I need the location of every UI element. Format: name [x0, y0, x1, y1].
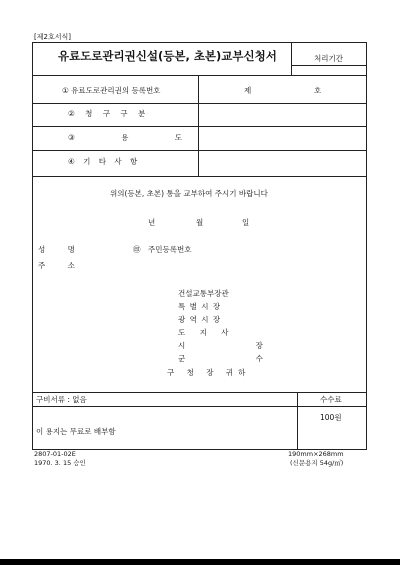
row-line-1 [32, 103, 367, 104]
row-purpose-label [68, 134, 204, 142]
applicant-name-text: 성 명 [38, 245, 85, 254]
row-request-type-text: ② 청 구 구 분 [68, 109, 150, 118]
bottom-edge-bar [0, 559, 400, 565]
row-other-label [68, 158, 140, 166]
form-title: 유료도로관리권신설(등본, 초본)교부신청서 [58, 49, 277, 63]
row-purpose-text: ③ 용 도 [68, 133, 204, 142]
approval-date: 1970. 3. 15 승인 [34, 459, 86, 467]
request-statement: 위의(등본, 초본) 통을 교부하여 주시기 바랍니다 [110, 189, 268, 198]
recipient-mayor-text: 시 장 [178, 341, 297, 350]
title-divider [291, 42, 292, 75]
form-code: 2807-01-02E [34, 450, 76, 458]
footer-top-line [32, 392, 367, 393]
recipient-governor [178, 329, 235, 337]
row-registration-suffix: 호 [314, 86, 322, 95]
fee-label: 수수료 [320, 395, 342, 404]
title-row-bottom [32, 75, 367, 76]
row-registration-label: ① 유료도로관리권의 등록번호 [62, 86, 161, 95]
resident-number-label: 주민등록번호 [148, 245, 192, 254]
documents-label: 구비서류 : 없음 [36, 395, 87, 404]
recipient-minister: 건설교통부장관 [178, 289, 229, 298]
row-other-text: ④ 기 타 사 항 [68, 157, 141, 166]
applicant-address-label [38, 262, 85, 270]
recipient-governor-text: 도 지 사 [178, 328, 235, 337]
frame-top [32, 42, 367, 43]
paper-size: 190mm×268mm [288, 450, 344, 458]
processing-period-label: 처리기간 [314, 54, 343, 63]
footer-divider [297, 392, 298, 450]
recipient-special-city-text: 특 별 시 장 [178, 302, 222, 311]
fee-label-line [297, 406, 367, 407]
processing-period-line [291, 65, 366, 66]
free-notice: 이 용지는 무료로 배부함 [36, 427, 116, 436]
recipient-metro-city [178, 316, 221, 324]
date-year: 년 [148, 218, 156, 227]
date-day: 일 [242, 218, 250, 227]
applicant-name-label [38, 246, 85, 254]
row-line-2 [32, 126, 367, 127]
date-month: 월 [196, 218, 204, 227]
paper-type: (신문용지 54g/㎡) [290, 459, 344, 467]
recipient-county-text: 군 수 [178, 354, 297, 363]
documents-line [32, 406, 297, 407]
recipient-county [178, 355, 297, 363]
closing-text: 구 청 장 귀하 [167, 368, 251, 377]
recipient-metro-city-text: 광 역 시 장 [178, 315, 222, 324]
seal-mark: ㊞ [133, 245, 141, 254]
row-line-3 [32, 150, 367, 151]
row-request-type-label [68, 110, 149, 118]
applicant-address-text: 주 소 [38, 261, 85, 270]
row-registration-value: 제 [244, 86, 252, 95]
recipient-special-city [178, 303, 221, 311]
fee-value: 100원 [320, 413, 342, 422]
recipient-mayor [178, 342, 297, 350]
row-line-4 [32, 176, 367, 177]
form-number: [제2호서식] [34, 33, 71, 41]
closing-line [167, 369, 250, 377]
